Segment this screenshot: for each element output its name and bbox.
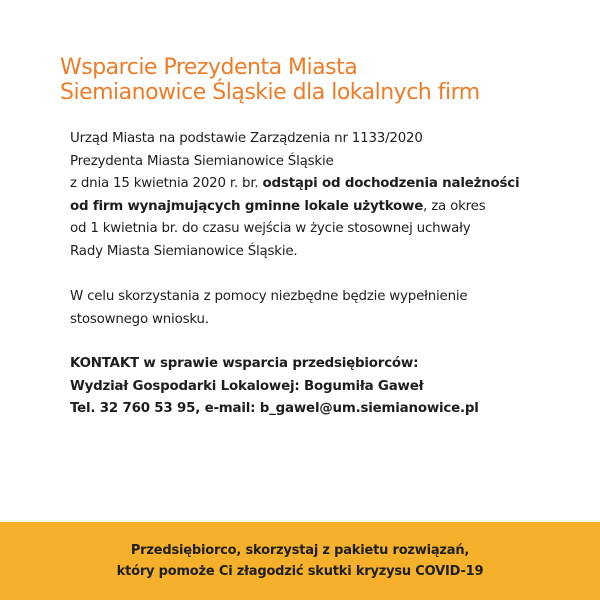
text-line [70, 196, 570, 219]
title-line-2: Siemianowice Śląskie dla lokalnych firm [60, 80, 480, 105]
footer-line-2: który pomoże Ci złagodzić skutki kryzysu COVID-19 [116, 564, 484, 579]
text-line: Urząd Miasta na podstawie Zarządzenia nr 1133/2020 [70, 131, 423, 146]
emphasis-text: odstąpi od dochodzenia należności [262, 176, 520, 191]
announcement-body [70, 128, 570, 421]
text-line: stosownego wniosku. [70, 311, 209, 327]
text-line: Prezydenta Miasta Siemianowice Śląskie [70, 153, 334, 169]
paragraph-decree [70, 128, 570, 263]
text-line [70, 173, 570, 196]
text-line: W celu skorzystania z pomocy niezbędne będzie wypełnienie [70, 289, 468, 304]
footer-banner [0, 522, 600, 600]
contact-phone-email: Tel. 32 760 53 95, e-mail: b_gawel@um.siemianowice.pl [70, 401, 479, 416]
text-line: od 1 kwietnia br. do czasu wejścia w życie stosownej uchwały [70, 221, 471, 236]
text-line: Rady Miasta Siemianowice Śląskie. [70, 243, 298, 259]
contact-block [70, 353, 570, 421]
contact-person: Wydział Gospodarki Lokalowej: Bogumiła Gaweł [70, 378, 424, 394]
title-line-1: Wsparcie Prezydenta Miasta [60, 55, 358, 80]
text-span: z dnia 15 kwietnia 2020 r. br. [70, 176, 263, 191]
paragraph-application [70, 286, 570, 331]
text-span: , za okres [423, 198, 486, 214]
emphasis-text: od firm wynajmujących gminne lokale użytkowe [70, 198, 424, 214]
contact-heading: KONTAKT w sprawie wsparcia przedsiębiorców: [70, 356, 419, 371]
footer-line-1: Przedsiębiorco, skorzystaj z pakietu rozwiązań, [130, 543, 470, 558]
page-title [60, 55, 580, 105]
